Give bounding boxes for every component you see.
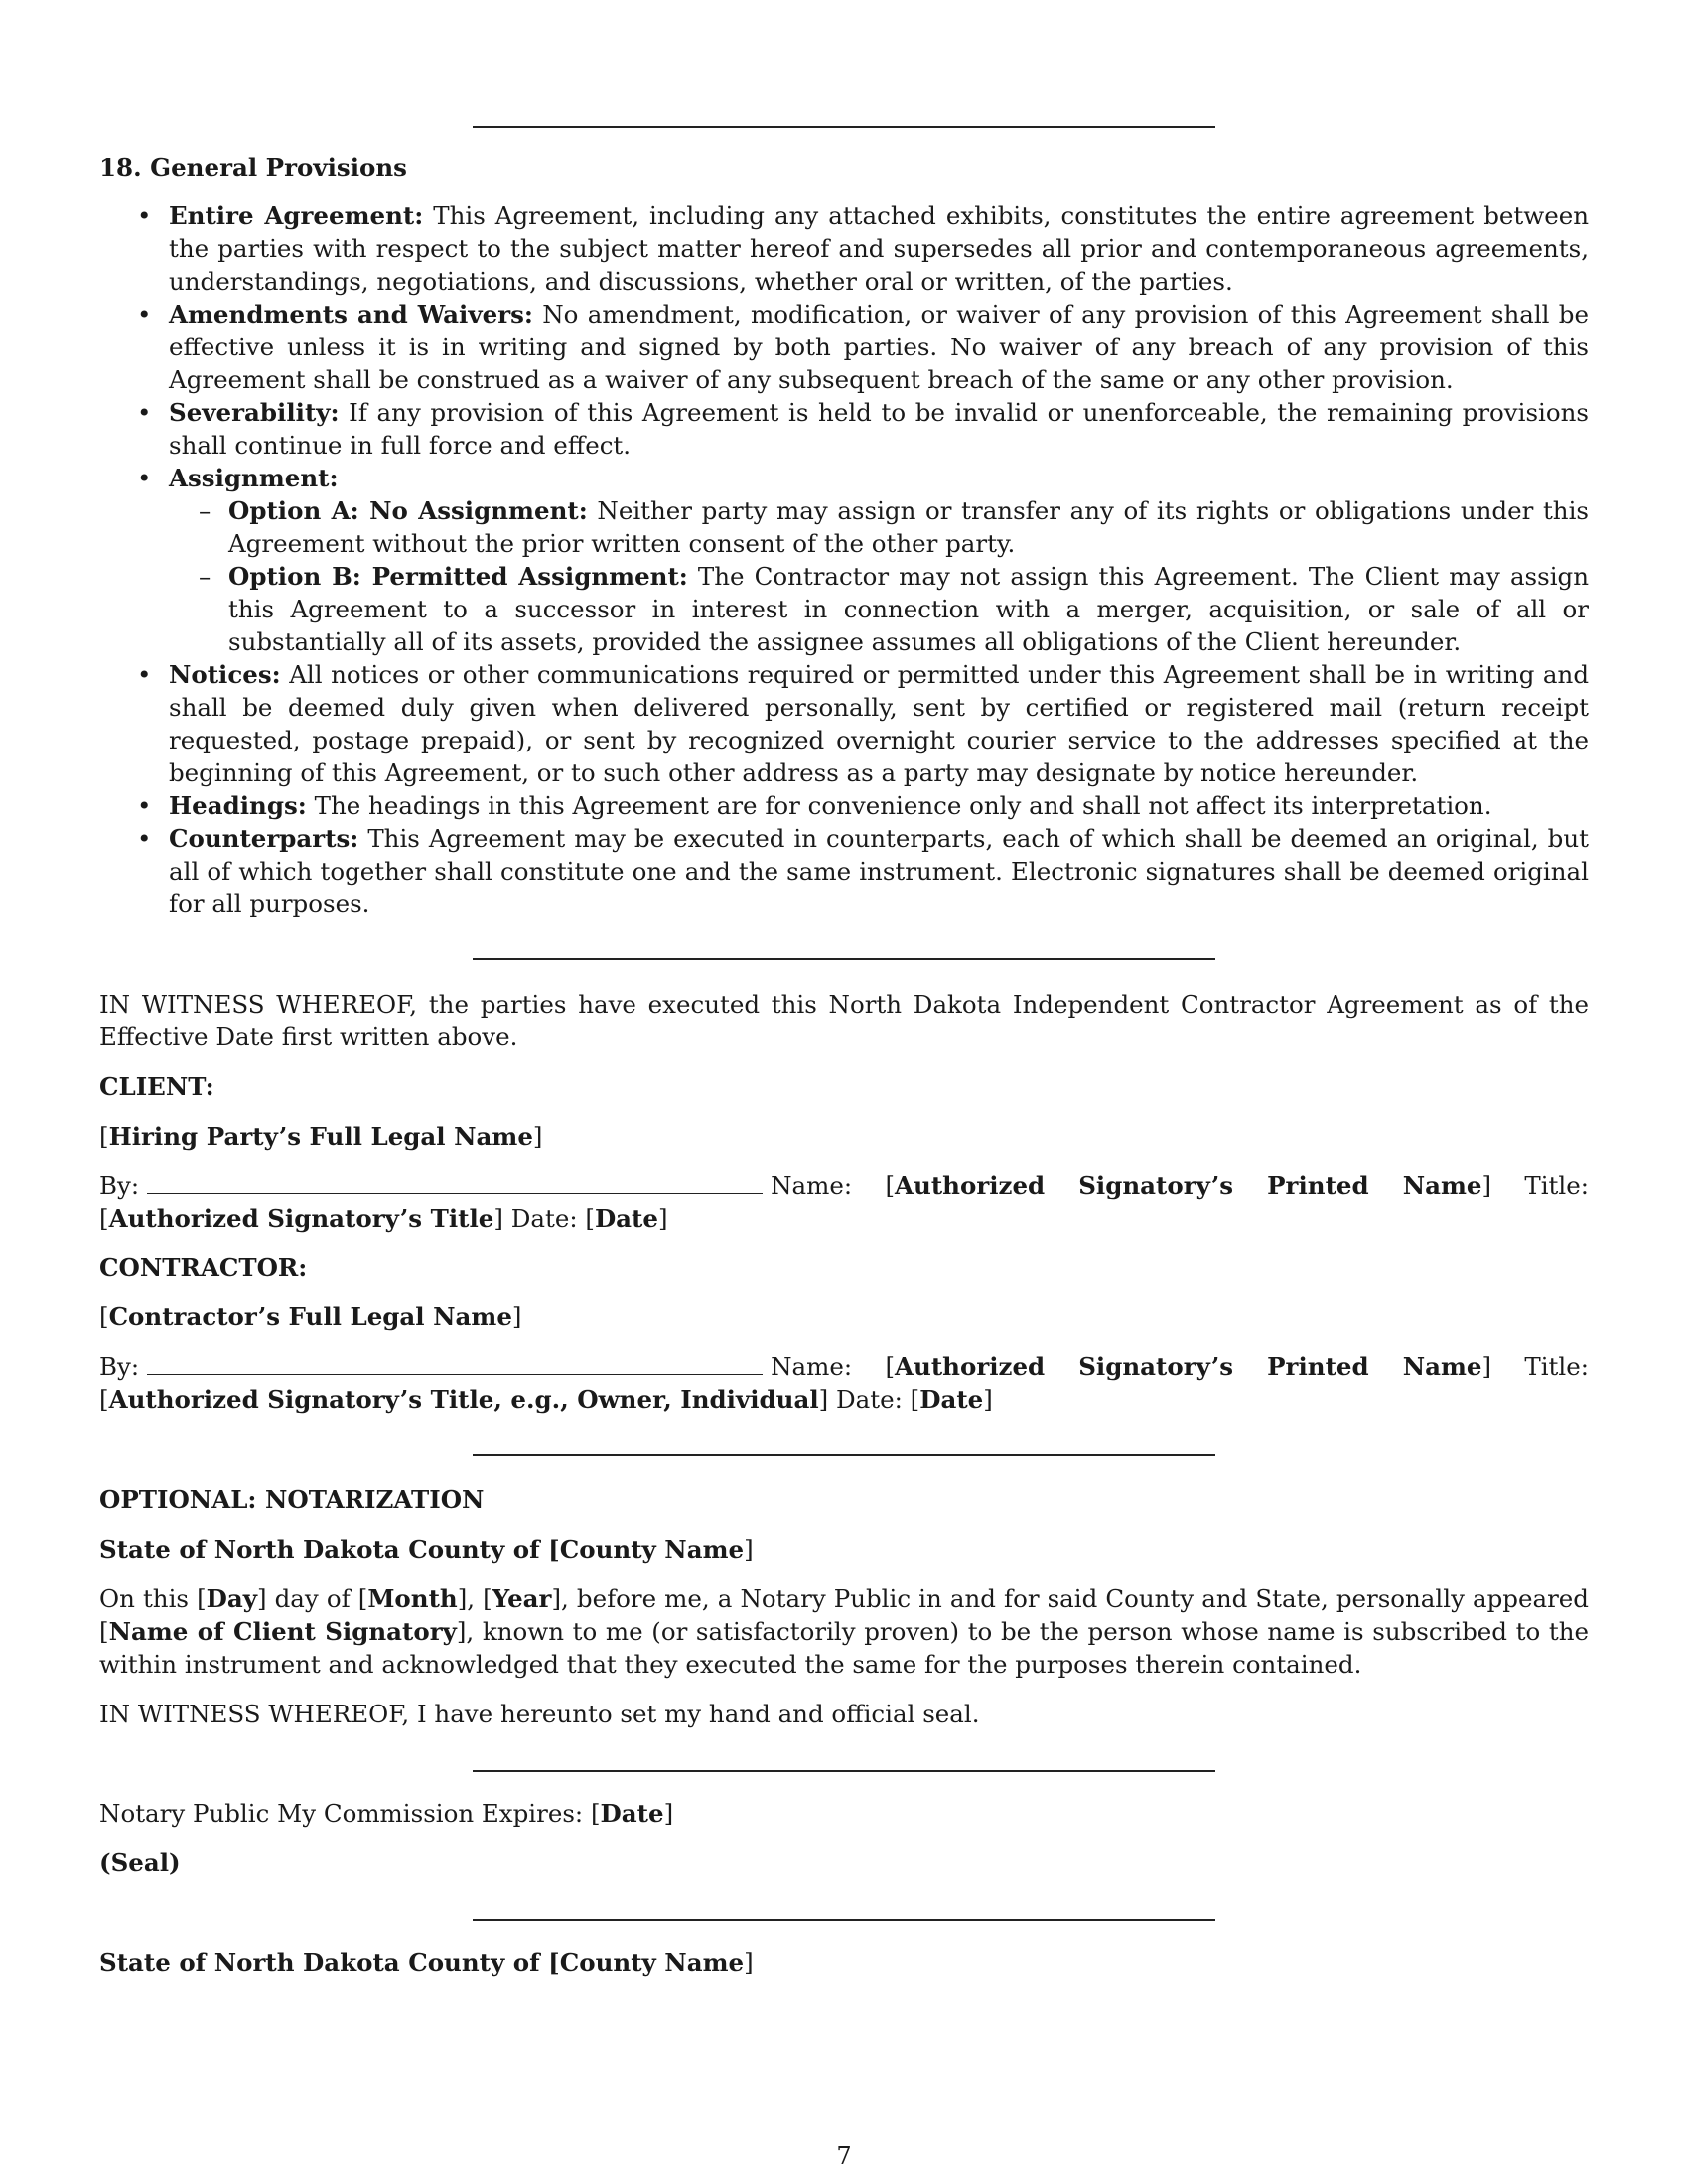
- provision-label: Amendments and Waivers:: [169, 300, 533, 329]
- contractor-date: Date: [919, 1385, 984, 1414]
- notarization-heading: OPTIONAL: NOTARIZATION: [99, 1485, 485, 1514]
- divider-rule: [473, 958, 1215, 960]
- section-heading: 18. General Provisions: [99, 153, 407, 182]
- provision-text: No amendment, modification, or waiver of any provision of this Agreement shall be effective unless it is in writing and signed by both parties. No waiver of any breach of any provision of this Agreement shall be construed as a waiver of any subsequent breach of the same or any other provision.: [169, 300, 1589, 394]
- provision-notices: [99, 658, 1589, 789]
- provision-label: Headings:: [169, 791, 307, 820]
- assignment-option-a: [169, 494, 1589, 560]
- notary-state-county-2: State of North Dakota County of [County Name]: [99, 1948, 754, 1977]
- assignment-options: [169, 494, 1589, 658]
- provision-text: This Agreement, including any attached exhibits, constitutes the entire agreement between the parties with respect to the subject matter hereof and supersedes all prior and contemporaneous agreements, understandings, negotiations, and discussions, whether oral or written, of the parties.: [169, 202, 1589, 296]
- provision-counterparts: [99, 822, 1589, 920]
- commission-expires: Notary Public My Commission Expires: [Date]: [99, 1799, 674, 1828]
- contractor-party-name: [Contractor’s Full Legal Name]: [99, 1302, 522, 1331]
- option-text: The Contractor may not assign this Agreement. The Client may assign this Agreement to a successor in interest in connection with a merger, acquisition, or sale of all or substantially all of its assets, provided the assignee assumes all obligations of the Client hereunder.: [228, 562, 1589, 656]
- notary-seal: (Seal): [99, 1848, 181, 1877]
- page-number: 7: [836, 2142, 852, 2170]
- witness-paragraph: IN WITNESS WHEREOF, the parties have executed this North Dakota Independent Contractor Agreement as of the Effective Date first written above.: [99, 990, 1589, 1051]
- provision-text: If any provision of this Agreement is held to be invalid or unenforceable, the remaining provisions shall continue in full force and effect.: [169, 398, 1589, 460]
- divider-rule: [473, 1454, 1215, 1456]
- provision-label: Entire Agreement:: [169, 202, 424, 230]
- notary-witness: IN WITNESS WHEREOF, I have hereunto set my hand and official seal.: [99, 1700, 980, 1728]
- contractor-signatory-name: Authorized Signatory’s Printed Name: [895, 1352, 1482, 1381]
- notary-signature-line: [473, 1770, 1215, 1772]
- option-label: Option A: No Assignment:: [228, 496, 588, 525]
- provision-assignment: [99, 462, 1589, 658]
- assignment-option-b: [169, 560, 1589, 658]
- provision-label: Assignment:: [169, 464, 339, 492]
- provision-label: Notices:: [169, 660, 281, 689]
- option-text: Neither party may assign or transfer any of its rights or obligations under this Agreement without the prior written consent of the other party.: [228, 496, 1589, 558]
- contractor-heading: CONTRACTOR:: [99, 1253, 308, 1282]
- notary-acknowledgment: On this [Day] day of [Month], [Year], before me, a Notary Public in and for said County and State, personally appeared [Name of Client Signatory], known to me (or satisfactorily proven) to be the person whose name is subscribed to the within instrument and acknowledged that they executed the same for the purposes therein contained.: [99, 1584, 1590, 1679]
- client-party-name: [Hiring Party’s Full Legal Name]: [99, 1122, 543, 1151]
- provision-label: Counterparts:: [169, 824, 359, 853]
- provision-label: Severability:: [169, 398, 340, 427]
- contractor-signature-block: By: Name: [Authorized Signatory’s Printed Name] Title: [Authorized Signatory’s Title, e.g., Owner, Individual] Date: [Date]: [99, 1352, 1589, 1414]
- provision-severability: [99, 396, 1589, 462]
- notary-state-county: State of North Dakota County of [County Name]: [99, 1535, 754, 1564]
- divider-rule: [473, 1919, 1215, 1921]
- provision-amendments: [99, 298, 1589, 396]
- client-heading: CLIENT:: [99, 1072, 214, 1101]
- contractor-signatory-title: Authorized Signatory’s Title, e.g., Owner, Individual: [108, 1385, 819, 1414]
- option-label: Option B: Permitted Assignment:: [228, 562, 688, 591]
- client-date: Date: [594, 1204, 658, 1233]
- client-signature-line[interactable]: [147, 1171, 763, 1194]
- provision-entire-agreement: [99, 200, 1589, 298]
- divider-rule: [473, 126, 1215, 128]
- provision-text: This Agreement may be executed in counterparts, each of which shall be deemed an original, but all of which together shall constitute one and the same instrument. Electronic signatures shall be deemed original for all purposes.: [169, 824, 1589, 918]
- client-signature-block: By: Name: [Authorized Signatory’s Printed Name] Title: [Authorized Signatory’s Title] Date: [Date]: [99, 1171, 1589, 1233]
- client-signatory-title: Authorized Signatory’s Title: [108, 1204, 494, 1233]
- contractor-signature-line[interactable]: [147, 1352, 763, 1375]
- client-signatory-name: Authorized Signatory’s Printed Name: [895, 1171, 1482, 1200]
- provision-text: All notices or other communications required or permitted under this Agreement shall be in writing and shall be deemed duly given when delivered personally, sent by certified or registered mail (return receipt requested, postage prepaid), or sent by recognized overnight courier service to the addresses specified at the beginning of this Agreement, or to such other address as a party may designate by notice hereunder.: [169, 660, 1589, 787]
- provision-headings: [99, 789, 1589, 822]
- general-provisions-list: [99, 200, 1589, 920]
- provision-text: The headings in this Agreement are for convenience only and shall not affect its interpretation.: [306, 791, 1492, 820]
